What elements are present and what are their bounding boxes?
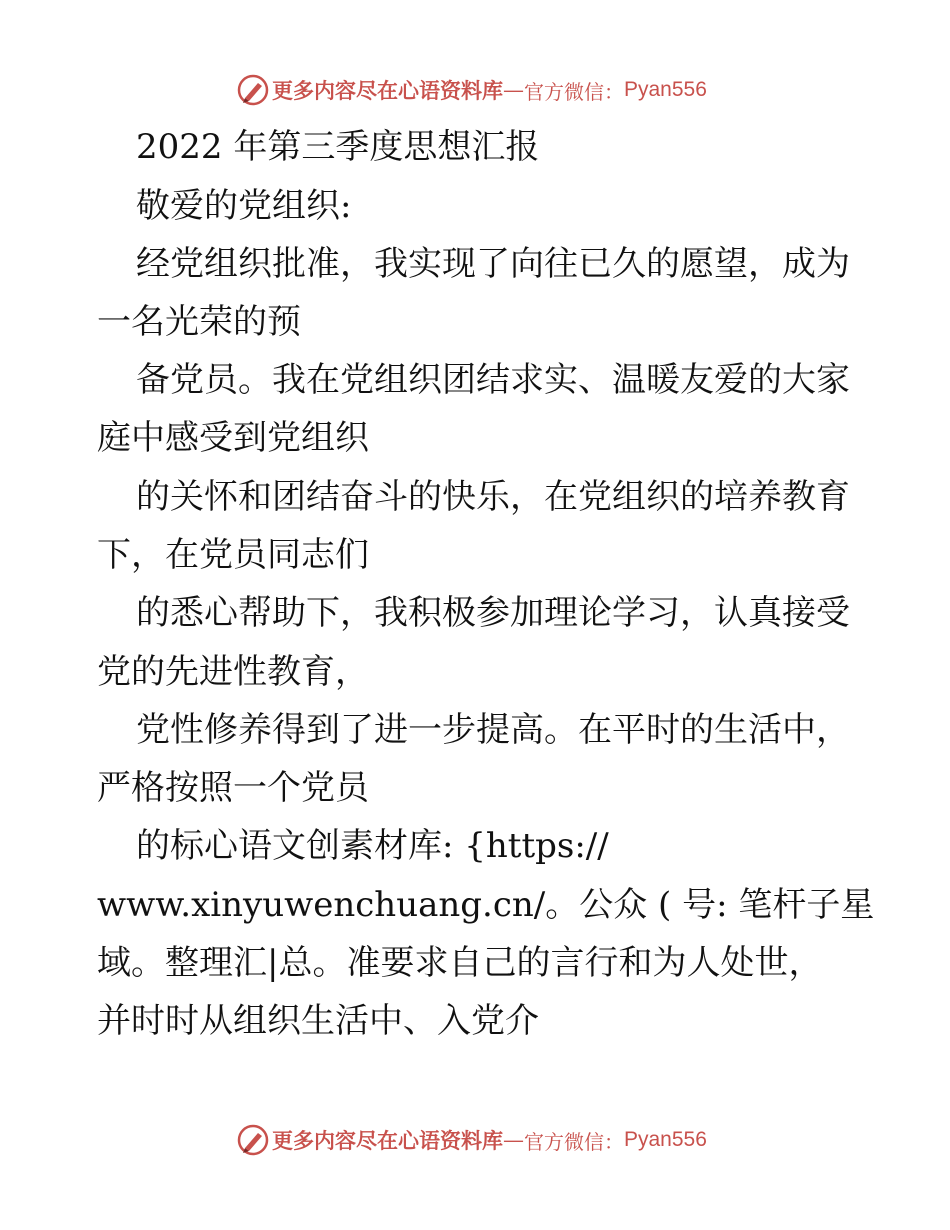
watermark-text: 更多内容尽在心语资料库	[272, 1128, 503, 1153]
body-line: 并时时从组织生活中、入党介	[97, 1001, 539, 1041]
body-line: 域。整理汇|总。准要求自己的言行和为人处世，	[97, 943, 823, 983]
watermark-separator: —	[503, 78, 524, 102]
body-line: 一名光荣的预	[97, 302, 301, 342]
body-line: www.xinyuwenchuang.cn/。公众 ( 号: 笔杆子星	[97, 885, 875, 925]
body-line: 严格按照一个党员	[97, 768, 369, 808]
body-line: 经党组织批准，我实现了向往已久的愿望，成为	[136, 244, 850, 284]
body-line: 的悉心帮助下，我积极参加理论学习，认真接受	[136, 593, 850, 633]
watermark-separator: —	[503, 1128, 524, 1152]
body-line: 庭中感受到党组织	[97, 418, 369, 458]
body-line: 党的先进性教育，	[97, 652, 369, 692]
watermark-wechat-id: Pyan556	[624, 1128, 707, 1151]
footer-watermark	[236, 1122, 707, 1158]
watermark-wechat-label: 官方微信：	[524, 79, 624, 104]
watermark-wechat-label: 官方微信：	[524, 1129, 624, 1154]
body-line: 的关怀和团结奋斗的快乐，在党组织的培养教育	[136, 477, 850, 517]
body-line: 的标心语文创素材库: {https://	[136, 826, 609, 866]
salutation: 敬爱的党组织:	[136, 186, 352, 226]
body-line: 党性修养得到了进一步提高。在平时的生活中，	[136, 710, 850, 750]
pen-logo-icon	[236, 1123, 270, 1157]
document-title: 2022 年第三季度思想汇报	[136, 127, 540, 167]
header-watermark	[236, 72, 707, 108]
watermark-wechat-id: Pyan556	[624, 78, 707, 101]
body-line: 下，在党员同志们	[97, 535, 369, 575]
body-line: 备党员。我在党组织团结求实、温暖友爱的大家	[136, 360, 850, 400]
watermark-text: 更多内容尽在心语资料库	[272, 78, 503, 103]
pen-logo-icon	[236, 73, 270, 107]
